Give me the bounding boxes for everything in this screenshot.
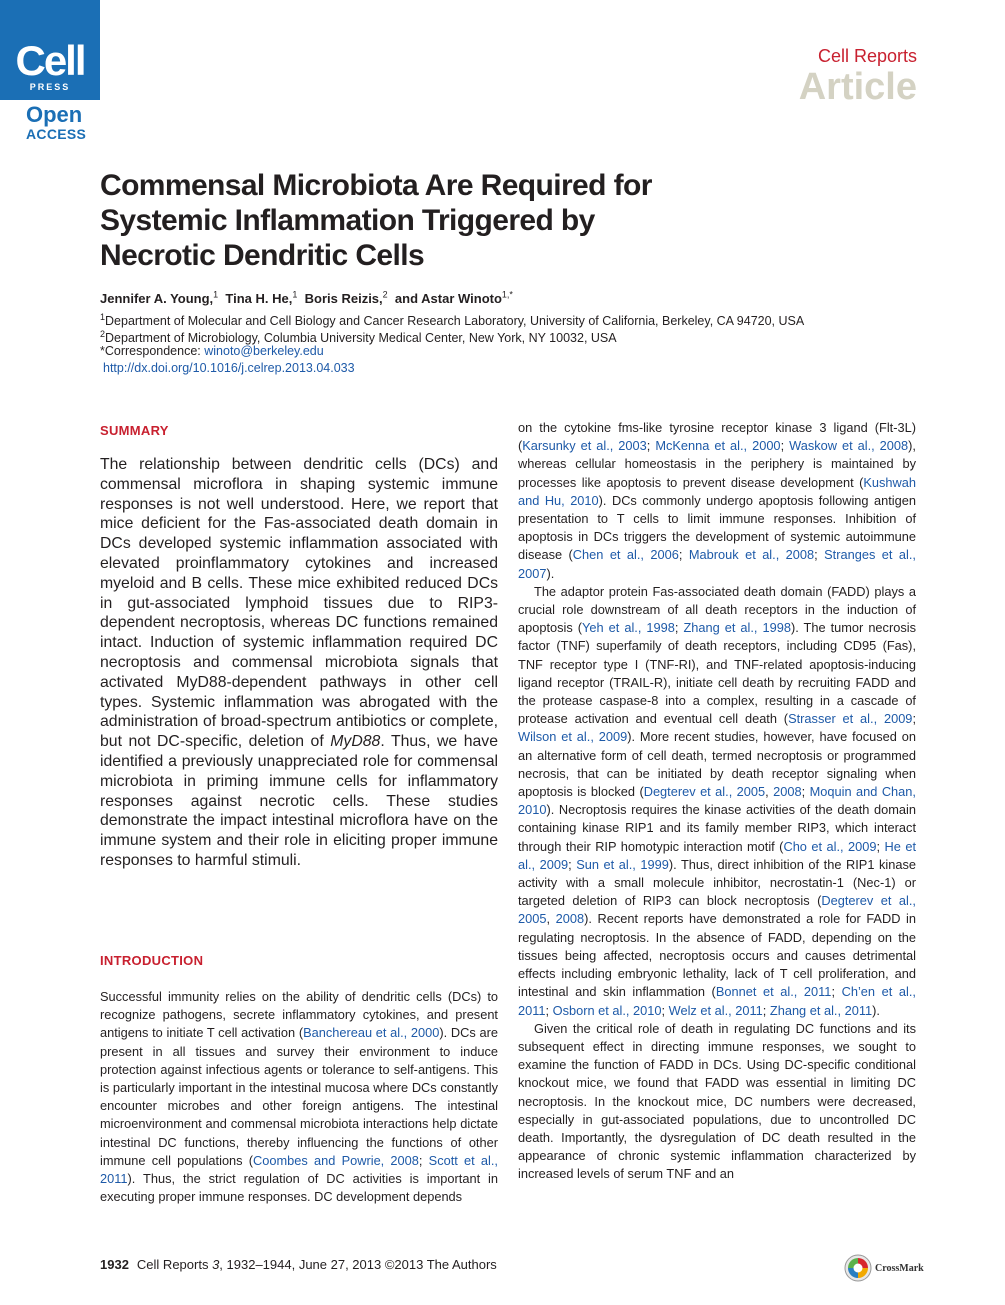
journal-name: Cell Reports xyxy=(817,46,917,66)
body-text: ; xyxy=(831,984,842,1000)
body-text: ). Necroptosis requires the kinase activities of the death domain containing kinase RIP1 and its family member RIP3, which interact through their RIP homotypic interaction motif ( xyxy=(518,802,916,854)
citation-link[interactable]: Sun et al., 1999 xyxy=(576,856,669,872)
journal-header xyxy=(799,46,917,108)
body-text: ; xyxy=(545,1002,553,1018)
body-text: ; xyxy=(678,547,689,563)
body-text: ; xyxy=(418,1152,429,1168)
footer-citation: , 1932–1944, June 27, 2013 ©2013 The Authors xyxy=(219,1257,497,1272)
body-text: ; xyxy=(661,1002,669,1018)
citation-link[interactable]: Cho et al., 2009 xyxy=(783,838,877,854)
citation-link[interactable]: Yeh et al., 1998 xyxy=(582,620,675,636)
author: Tina H. He,$^1$ xyxy=(225,290,298,307)
crossmark-icon xyxy=(844,1254,872,1282)
citation-link[interactable]: Kushwah and Hu, 2010 xyxy=(518,474,916,508)
body-text: ; xyxy=(780,438,790,454)
body-text: ; xyxy=(762,1002,770,1018)
body-text: ). xyxy=(546,565,555,581)
cell-press-logo xyxy=(0,0,100,100)
crossmark-label: CrossMark xyxy=(875,1262,924,1274)
body-text: ). DCs are present in all tissues and survey their environment to induce protection against infectious agents or tolerance to self-antigens. This is particularly important in the intestinal mucosa where DCs constantly encounter microbes and other foreign antigens. The intestinal microenvironment and commensal microbiota interactions help dictate intestinal DC functions, thereby influencing the functions of other immune cell populations ( xyxy=(100,1025,498,1168)
right-column xyxy=(518,419,916,1184)
body-text: ; xyxy=(876,838,885,854)
page-number: 1932 xyxy=(100,1257,129,1272)
citation-link[interactable]: Mabrouk et al., 2008 xyxy=(688,547,815,563)
correspondence: *Correspondence: winoto@berkeley.edu xyxy=(100,344,324,358)
open-access-badge xyxy=(26,104,86,142)
logo-press: PRESS xyxy=(29,82,71,92)
citation-link[interactable]: Wilson et al., 2009 xyxy=(518,729,628,745)
citation-link[interactable]: McKenna et al., 2000 xyxy=(655,438,781,454)
open-access-line2: ACCESS xyxy=(26,126,87,142)
body-text: on the cytokine fms-like tyrosine receptor kinase 3 ligand (Flt-3L) ( xyxy=(518,420,916,454)
body-text: ). More recent studies, however, have focused on an alternative form of cell death, termed necroptosis or programmed necrosis, that can be initiated by death receptor signaling when apoptosis is blocked ( xyxy=(518,729,916,800)
body-text: ; xyxy=(814,547,825,563)
citation-link[interactable]: Degterev et al., 2005 xyxy=(643,784,766,800)
citation-link[interactable]: Zhang et al., 1998 xyxy=(683,620,791,636)
body-text: ), whereas cellular homeostasis in the periphery is maintained by processes like apoptosis to prevent disease development ( xyxy=(518,438,916,490)
footer-volume: 3 xyxy=(212,1257,220,1272)
citation-link[interactable]: Banchereau et al., 2000 xyxy=(303,1025,440,1041)
citation-link[interactable]: Degterev et al., 2005 xyxy=(518,893,916,927)
article-title: Commensal Microbiota Are Required for Systemic Inflammation Triggered by Necrotic Dendritic Cells xyxy=(100,169,652,272)
open-access-line1: Open xyxy=(26,102,83,127)
citation-link[interactable]: Strasser et al., 2009 xyxy=(788,711,913,727)
citation-link[interactable]: 2008 xyxy=(773,784,802,800)
body-paragraph-2 xyxy=(518,583,916,1020)
gene-name: MyD88 xyxy=(330,733,381,751)
summary-text: The relationship between dendritic cells (DCs) and commensal microflora in shaping systemic immune responses is not well understood. Here, we report that mice deficient for the Fas-associated death domain in DCs developed systemic inflammation associated with elevated proinflammatory cytokines and increased myeloid and B cells. These mice exhibited reduced DCs in gut-associated lymphoid tissues due to RIP3-dependent necroptosis, whereas DC functions remained intact. Induction of systemic inflammation required DC necroptosis and commensal microbiota signals that activated MyD88-dependent pathways in other cell types. Systemic inflammation was abrogated with the administration of broad-spectrum antibiotics or complete, but not DC-specific, deletion of MyD88. Thus, we have identified a previously unappreciated role for commensal microbiota in priming immune cells for inflammatory responses against necrotic cells. These studies demonstrate the impact intestinal microflora have on the immune system and their role in eliciting proper immune responses to harmful stimuli. xyxy=(100,456,498,869)
body-text: ). xyxy=(872,1002,880,1018)
body-text: Given the critical role of death in regulating DC functions and its subsequent effect in directing immune responses, we sought to examine the function of FADD in DCs. Using DC-specific conditional knockout mice, we found that FADD was essential in limiting DC necroptosis. In the knockout mice, DC numbers were decreased, especially in gut-associated populations, due to uncontrolled DC death. Importantly, the dysregulation of DC death resulted in the appearance of chronic systemic inflammation characterized by increased levels of serum TNF and an xyxy=(518,1020,916,1182)
body-text: Successful immunity relies on the ability of dendritic cells (DCs) to recognize pathogens, secrete inflammatory cytokines, and present antigens to initiate T cell activation ( xyxy=(100,989,498,1041)
citation-link[interactable]: Welz et al., 2011 xyxy=(668,1002,763,1018)
body-text: ; xyxy=(646,438,656,454)
body-paragraph-1 xyxy=(518,419,916,583)
body-text: , xyxy=(765,784,774,800)
author-list xyxy=(100,290,513,306)
article-type: Article xyxy=(798,66,917,108)
citation-link[interactable]: Ch’en et al., 2011 xyxy=(518,984,916,1018)
citation-link[interactable]: Chen et al., 2006 xyxy=(572,547,679,563)
body-text: ). Recent reports have demonstrated a role for FADD in regulating necroptosis. In the absence of FADD, depending on the tissues being affected, necroptosis occurs and causes detrimental effects including embryonic lethality, lack of T cell proliferation, and intestinal and skin inflammation ( xyxy=(518,911,916,1000)
affiliation-2: $^2$Department of Microbiology, Columbia University Medical Center, New York, NY 10032, USA xyxy=(100,329,617,346)
author: Boris Reizis,$^2$ xyxy=(304,290,388,307)
citation-link[interactable]: Scott et al., 2011 xyxy=(100,1152,498,1187)
intro-paragraph-1 xyxy=(100,988,498,1206)
citation-link[interactable]: Waskow et al., 2008 xyxy=(789,438,909,454)
body-text: ). Thus, the strict regulation of DC activities is important in executing proper immune responses. DC development depends xyxy=(100,1171,498,1205)
author: and Astar Winoto$^{1,*}$ xyxy=(394,290,513,307)
body-paragraph-3 xyxy=(518,1020,916,1184)
body-text: ; xyxy=(568,856,577,872)
citation-link[interactable]: Karsunky et al., 2003 xyxy=(522,438,647,454)
affiliation-1: $^1$Department of Molecular and Cell Biology and Cancer Research Laboratory, University of California, Berkeley, CA 94720, USA xyxy=(100,312,805,329)
citation-link[interactable]: 2008 xyxy=(555,911,585,927)
citation-link[interactable]: Coombes and Powrie, 2008 xyxy=(253,1152,419,1168)
citation-link[interactable]: Bonnet et al., 2011 xyxy=(715,984,832,1000)
citation-link[interactable]: Zhang et al., 2011 xyxy=(769,1002,873,1018)
citation-link[interactable]: Osborn et al., 2010 xyxy=(552,1002,662,1018)
body-text: ). Thus, direct inhibition of the RIP1 kinase activity with a small molecule inhibitor, necrostatin-1 (Nec-1) or targeted deletion of RIP3 can block necroptosis ( xyxy=(518,856,916,909)
introduction-heading: INTRODUCTION xyxy=(100,953,204,968)
body-text: ). DCs commonly undergo apoptosis following antigen presentation to T cells to limit immune responses. Inhibition of apoptosis in DCs triggers the development of systemic autoimmune disease ( xyxy=(518,492,916,563)
citation-link[interactable]: Stranges et al., 2007 xyxy=(518,547,916,581)
footer-journal: Cell Reports xyxy=(136,1257,213,1272)
citation-link[interactable]: He et al., 2009 xyxy=(518,838,916,872)
crossmark-badge[interactable] xyxy=(844,1254,924,1282)
body-text: ). The tumor necrosis factor (TNF) superfamily of death receptors, including CD95 (Fas), TNF receptor type I (TNF-RI), and TNF-related apoptosis-inducing ligand receptor (TRAIL-R), initiate cell death by recruiting FADD and the protease caspase-8 into a complex, resulting in a cascade of protease activation and eventual cell death ( xyxy=(518,620,916,727)
correspondence-email-link[interactable]: winoto@berkeley.edu xyxy=(204,344,324,358)
citation-link[interactable]: Moquin and Chan, 2010 xyxy=(518,784,916,818)
body-text: , xyxy=(546,911,556,927)
doi-line xyxy=(103,360,355,377)
author: Jennifer A. Young,$^1$ xyxy=(100,290,219,307)
summary-heading: SUMMARY xyxy=(100,423,169,438)
body-text: ; xyxy=(801,784,810,800)
body-text: ; xyxy=(674,620,684,636)
doi-link[interactable]: http://dx.doi.org/10.1016/j.celrep.2013.04.033 xyxy=(103,361,355,375)
page-footer xyxy=(100,1257,497,1272)
logo-word: Cell xyxy=(15,37,85,84)
body-text: ; xyxy=(912,711,916,727)
body-text: The adaptor protein Fas-associated death domain (FADD) plays a crucial role downstream of all death receptors in the induction of apoptosis ( xyxy=(518,583,916,636)
